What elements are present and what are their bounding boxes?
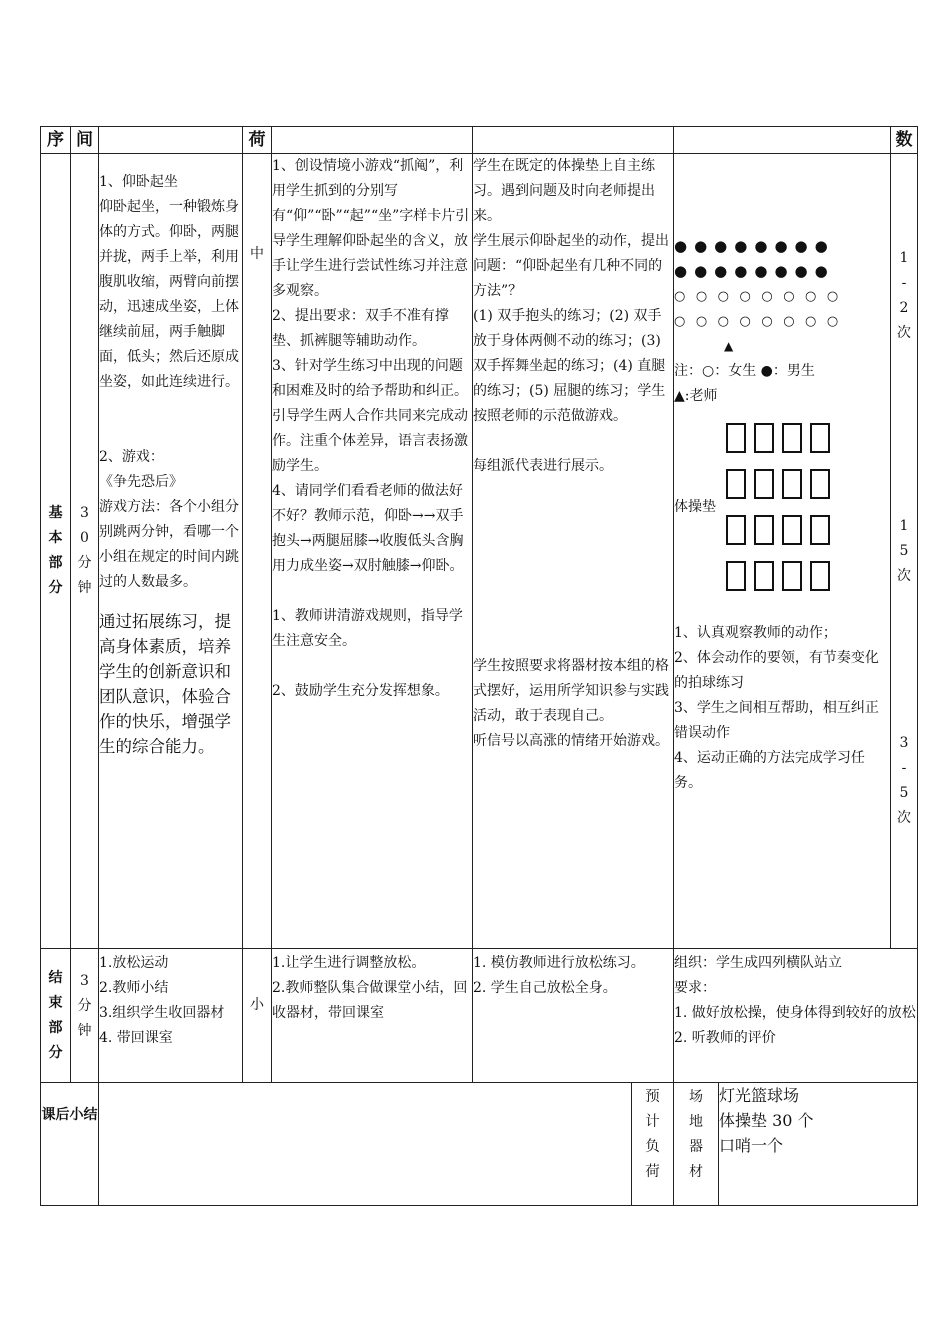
gym-mat [782,515,802,545]
end-student-activity: 1. 模仿教师进行放松练习。 2. 学生自己放松全身。 [473,949,674,1083]
basic-counts: 1 - 2 次 1 5 次 3 - 5 次 [891,154,918,949]
header-sequence: 序 [41,127,71,154]
end-section-label: 结 束 部 分 [41,949,71,1083]
summary-notes [99,1083,674,1206]
girls-row-1: ○○○○○○○○ [674,289,849,304]
summary-label: 课后小结 [41,1083,99,1206]
basic-content: 1、仰卧起坐 仰卧起坐，一种锻炼身体的方式。仰卧，两腿并拢，两手上举，利用腹肌收缩，两臂向前摆动，迅速成坐姿，上体继续前屈，两手触脚面，低头；然后还原成坐姿，如此连续进行。 2、游戏： 《争先恐后》 游戏方法：各个小组分别跳两分钟，看哪一个小组在规定的时间内跳过的人数最多。 通过拓展练习，提高身体素质，培养学生的创新意识和团队意识，体验合作的快乐，增强学生的综合能力。 [99,154,243,949]
formation-legend: 注：○：女生 ●：男生 [674,363,815,379]
boys-row-1: ●●●●●●●● [674,237,835,255]
end-organization: 组织：学生成四列横队站立 要求： 1. 做好放松操，使身体得到较好的放松 2. 听教师的评价 [674,949,918,1083]
header-content [99,127,243,154]
gym-mat [754,423,774,453]
basic-load: 中 [243,154,272,949]
gym-mat [726,423,746,453]
header-row [41,127,918,154]
header-student [473,127,674,154]
gym-mat [754,561,774,591]
gym-mat [726,469,746,499]
expected-load-label: 预 计 负 荷 [631,1083,673,1205]
gym-mat [754,469,774,499]
boys-row-2: ●●●●●●●● [674,262,835,280]
formation-legend-teacher: ▲:老师 [674,388,718,404]
gym-mat [726,515,746,545]
gym-mat [782,423,802,453]
basic-time-label: 3 0 分 钟 [71,154,99,949]
end-section-row [41,949,918,1083]
basic-section-label: 基 本 部 分 [41,154,71,949]
gym-mat [782,561,802,591]
end-time-label: 3 分 钟 [71,949,99,1083]
venue-equipment: 灯光篮球场 体操垫 30 个 口哨一个 [719,1083,918,1206]
basic-teacher-activity: 1、创设情境小游戏“抓阄”，利用学生抓到的分别写有“仰”“卧”“起”“坐”字样卡片引导学生理解仰卧起坐的含义，放手让学生进行尝试性练习并注意多观察。 2、提出要求：双手不准有撑垫、抓裤腿等辅助动作。 3、针对学生练习中出现的问题和困难及时的给予帮助和纠正。引导学生两人合作共同来完成动作。注重个体差异，语言表扬激励学生。 4、请同学们看看老师的做法好不好？教师示范，仰卧→→双手抱头→两腿屈膝→收腹低头含胸用力成坐姿→双肘触膝→仰卧。 1、教师讲清游戏规则，指导学生注意安全。 2、鼓励学生充分发挥想象。 [272,154,473,949]
gym-mat-label: 体操垫 [674,498,716,515]
gym-mat [810,469,830,499]
summary-row [41,1083,918,1206]
header-count: 数 [891,127,918,154]
girls-row-2: ○○○○○○○○ [674,314,849,329]
gym-mat [754,515,774,545]
end-teacher-activity: 1.让学生进行调整放松。 2.教师整队集合做课堂小结，回收器材，带回课室 [272,949,473,1083]
venue-equipment-label: 场 地 器 材 [674,1083,719,1206]
gym-mat [810,423,830,453]
header-time: 间 [71,127,99,154]
basic-formation [674,154,891,949]
basic-requirements: 1、认真观察教师的动作； 2、体会动作的要领，有节奏变化的拍球练习 3、学生之间相互帮助，相互纠正错误动作 4、运动正确的方法完成学习任务。 [674,625,879,791]
basic-student-activity: 学生在既定的体操垫上自主练习。遇到问题及时向老师提出来。 学生展示仰卧起坐的动作，提出问题：“仰卧起坐有几种不同的方法”？ (1) 双手抱头的练习；(2) 双手放于身体两侧不动的练习；(3) 双手挥舞坐起的练习；(4) 直腿的练习；(5) 屈腿的练习；学生按照老师的示范做游戏。 每组派代表进行展示。 学生按照要求将器材按本组的格式摆好，运用所学知识参与实践活动，敢于表现自己。 听信号以高涨的情绪开始游戏。 [473,154,674,949]
gym-mats [674,423,890,591]
gym-mat [810,515,830,545]
teacher-mark: ▲ [724,339,734,353]
gym-mat [810,561,830,591]
basic-section-row [41,154,918,949]
end-load: 小 [243,949,272,1083]
header-load: 荷 [243,127,272,154]
end-content: 1.放松运动 2.教师小结 3.组织学生收回器材 4. 带回课室 [99,949,243,1083]
gym-mat [782,469,802,499]
lesson-plan-table [40,126,918,1206]
gym-mat [726,561,746,591]
header-teacher [272,127,473,154]
header-organization [674,127,891,154]
basic-goal: 通过拓展练习，提高身体素质，培养学生的创新意识和团队意识，体验合作的快乐，增强学生的综合能力。 [99,612,231,756]
